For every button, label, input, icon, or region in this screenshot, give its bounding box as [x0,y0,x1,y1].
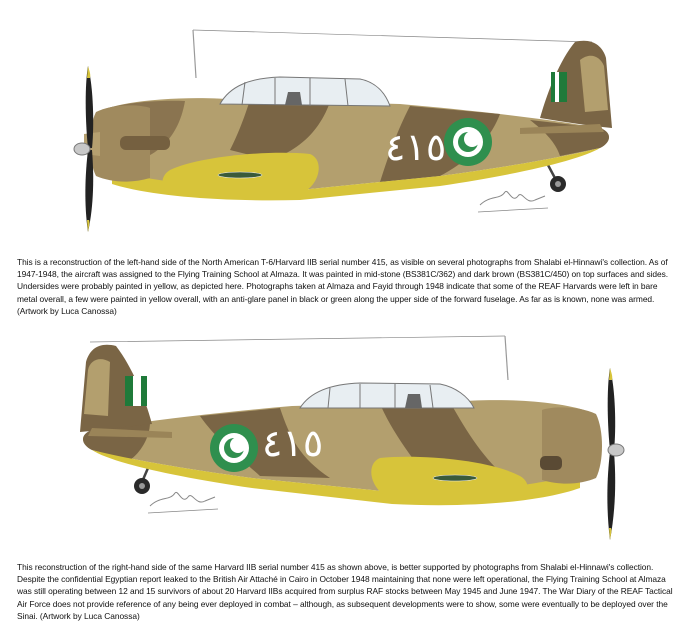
aircraft-profile-left [0,0,692,250]
canopy [220,77,390,106]
caption-left-profile: This is a reconstruction of the left-hand side of the North American T-6/Harvard IIB serial number 415, as visible on several photographs from Shalabi el-Hinnawi's collection. As of 1947-1948, the aircraft was assigned to the Flying Training School at Almaza. It was painted in mid-stone (BS381C/362) and dark brown (BS381C/450) on top surfaces and sides. Undersides were probably painted in yellow, as depicted here. Photographs taken at Almaza and Fayid through 1948 indicate that some of the REAF Harvards were left in bare metal overall, a few were painted in yellow overall, with an anti-glare panel in black or green along the upper side of the forward fuselage. As far as is known, none was armed. (Artwork by Luca Canossa) [17,257,669,316]
tailwheel [134,468,150,494]
artist-signature-icon [478,191,548,212]
fin-flash-icon [125,376,147,406]
serial-marking: ٤١٥ [385,125,447,169]
tailwheel [548,165,566,192]
caption-right-profile: This reconstruction of the right-hand side of the same Harvard IIB serial number 415 as shown above, is better supported by photographs from Shalabi el-Hinnawi's collection. Despite the confidential Egyptian report leaked to the British Air Attaché in Cairo in October 1948 maintaining that none were left operational, the Flying Training School at Almaza was still operating between 12 and 15 survivors of about 20 Harvard IIBs acquired from surplus RAF stocks between May 1945 and June 1947. The War Diary of the REAF Tactical Air Force does not provide reference of any being ever deployed in combat – although, as subsequent developments were to show, some were eventually to be deployed over the Sinai. (Artwork by Luca Canossa) [17,562,673,621]
serial-marking: ٤١٥ [262,421,324,465]
propeller-icon [74,66,93,232]
aircraft-profile-right [0,328,692,553]
roundel-icon [210,424,258,472]
aircraft-left-artwork [0,0,692,250]
artist-signature-icon [148,492,218,513]
canopy [300,383,474,408]
propeller-icon [607,368,624,540]
aircraft-right-artwork [0,328,692,553]
fin-flash-icon [551,72,567,102]
roundel-icon [444,118,492,166]
